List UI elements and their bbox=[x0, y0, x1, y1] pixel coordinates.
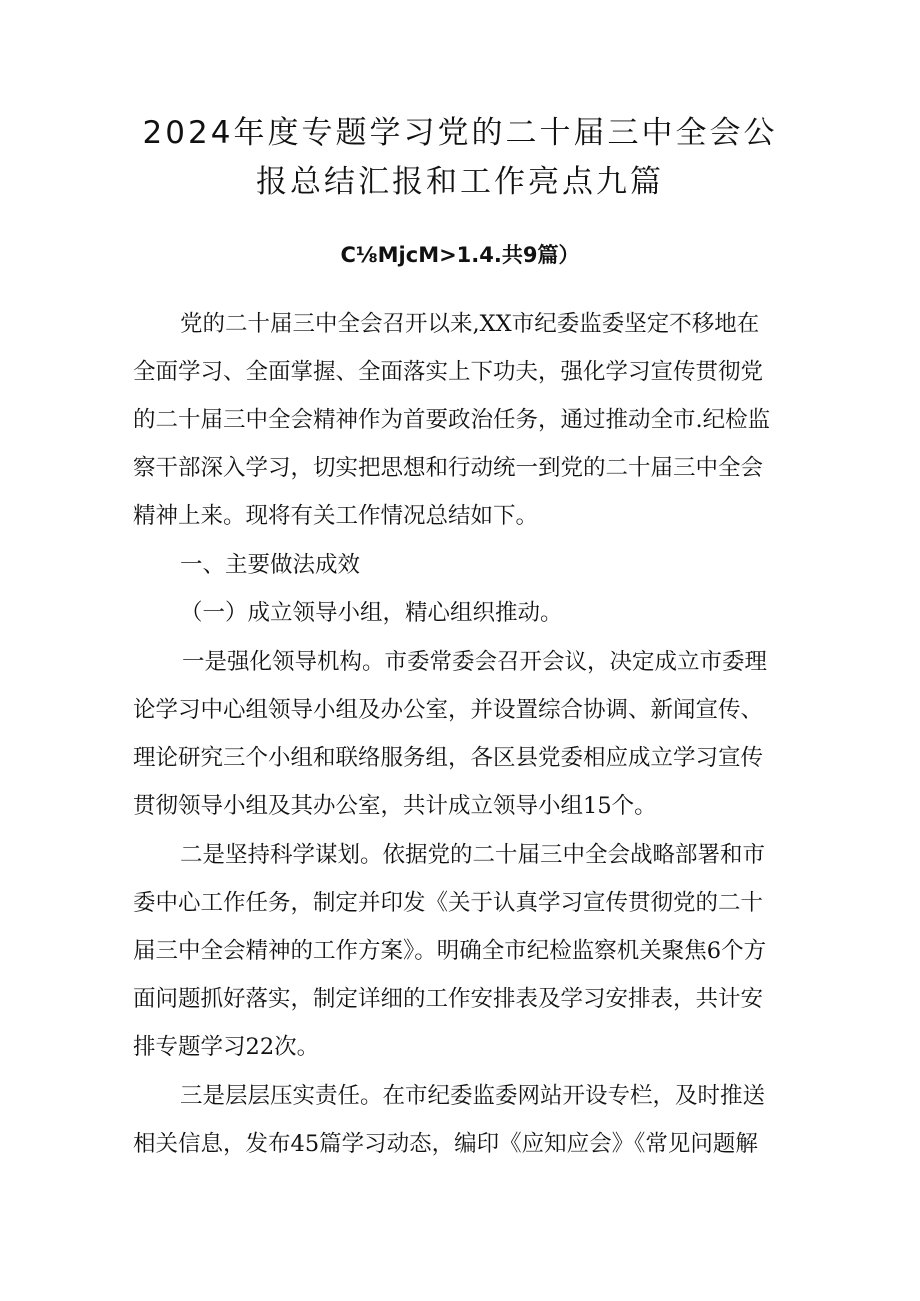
body-line: 届三中全会精神的工作方案》。明确全市纪检监察机关聚焦6个方 bbox=[133, 938, 767, 964]
body-line: 三是层层压实责任。在市纪委监委网站开设专栏，及时推送 bbox=[180, 1083, 766, 1109]
body-line: 一是强化领导机构。市委常委会召开会议，决定成立市委理 bbox=[182, 649, 768, 675]
body-line: 理论研究三个小组和联络服务组，各区县党委相应成立学习宣传 bbox=[133, 745, 764, 771]
body-line: 二是坚持科学谋划。依据党的二十届三中全会战略部署和市 bbox=[180, 842, 766, 868]
body-line: 论学习中心组领导小组及办公室，并设置综合协调、新闻宣传、 bbox=[133, 697, 764, 723]
body-line: 的二十届三中全会精神作为首要政治任务，通过推动全市.纪检监 bbox=[133, 407, 771, 433]
body-line: 面问题抓好落实，制定详细的工作安排表及学习安排表，共计安 bbox=[133, 986, 764, 1012]
document-title-line-2: 报总结汇报和工作亮点九篇 bbox=[256, 164, 664, 200]
body-line: 排专题学习22次。 bbox=[133, 1034, 320, 1060]
body-line: 相关信息，发布45篇学习动态，编印《应知应会》《常见问题解 bbox=[133, 1131, 758, 1157]
body-line: 察干部深入学习，切实把思想和行动统一到党的二十届三中全会 bbox=[133, 455, 764, 481]
section-heading: 一、主要做法成效 bbox=[180, 552, 361, 578]
document-title-line-1: 2024年度专题学习党的二十届三中全会公 bbox=[142, 115, 778, 151]
subsection-heading: （一）成立领导小组，精心组织推动。 bbox=[180, 600, 563, 626]
body-line: 党的二十届三中全会召开以来,XX市纪委监委坚定不移地在 bbox=[180, 311, 760, 337]
body-line: 全面学习、全面掌握、全面落实上下功夫，强化学习宣传贯彻党 bbox=[133, 359, 764, 385]
body-line: 贯彻领导小组及其办公室，共计成立领导小组15个。 bbox=[133, 793, 657, 819]
body-line: 精神上来。现将有关工作情况总结如下。 bbox=[133, 503, 539, 529]
document-subtitle: C⅛MjcM>1.4.共9篇） bbox=[340, 243, 580, 267]
body-line: 委中心工作任务，制定并印发《关于认真学习宣传贯彻党的二十 bbox=[133, 890, 764, 916]
